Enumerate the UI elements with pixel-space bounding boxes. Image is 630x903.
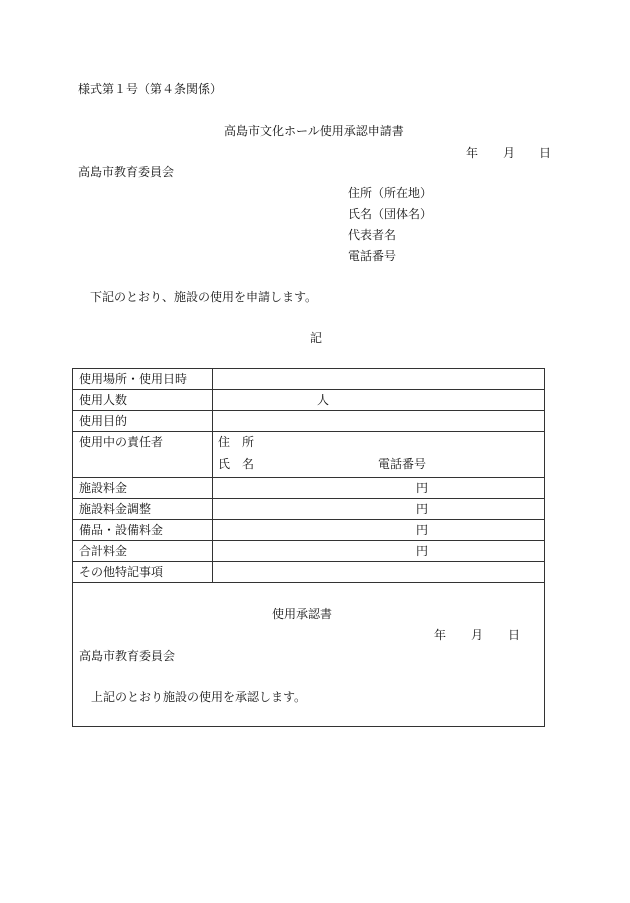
date-day: 日 xyxy=(539,146,552,160)
page-title: 高島市文化ホール使用承認申請書 xyxy=(224,124,404,138)
table-row xyxy=(73,390,545,411)
usage-place-label: 使用場所・使用日時 xyxy=(73,369,213,390)
attendees-field[interactable] xyxy=(213,390,545,411)
table-row xyxy=(73,478,545,499)
total-fee-field[interactable] xyxy=(213,541,545,562)
table-row xyxy=(73,499,545,520)
applicant-representative-label: 代表者名 xyxy=(348,228,397,242)
addressee: 高島市教育委員会 xyxy=(78,165,175,179)
date-year: 年 xyxy=(466,146,479,160)
usage-place-field[interactable] xyxy=(213,369,545,390)
table-row xyxy=(73,432,545,478)
fee-adjustment-field[interactable] xyxy=(213,499,545,520)
responsible-field[interactable] xyxy=(213,432,545,478)
attendees-label: 使用人数 xyxy=(73,390,213,411)
resp-name-label: 氏 名 xyxy=(218,457,255,471)
equipment-fee-label: 備品・設備料金 xyxy=(73,520,213,541)
applicant-address-label: 住所（所在地） xyxy=(348,186,433,200)
approval-day: 日 xyxy=(508,628,521,642)
applicant-phone-label: 電話番号 xyxy=(348,249,397,263)
yen-unit: 円 xyxy=(416,481,429,495)
approval-statement: 上記のとおり施設の使用を承認します。 xyxy=(91,690,307,704)
table-row xyxy=(73,411,545,432)
date-month: 月 xyxy=(503,146,516,160)
total-fee-label: 合計料金 xyxy=(73,541,213,562)
attendees-unit: 人 xyxy=(317,393,330,407)
purpose-label: 使用目的 xyxy=(73,411,213,432)
table-row xyxy=(73,541,545,562)
approval-title: 使用承認書 xyxy=(272,607,333,621)
equipment-fee-field[interactable] xyxy=(213,520,545,541)
form-number: 様式第１号（第４条関係） xyxy=(78,82,223,96)
approval-month: 月 xyxy=(471,628,484,642)
table-row xyxy=(73,369,545,390)
yen-unit: 円 xyxy=(416,544,429,558)
facility-fee-label: 施設料金 xyxy=(73,478,213,499)
other-field[interactable] xyxy=(213,562,545,583)
resp-address-label: 住 所 xyxy=(218,435,255,449)
responsible-label: 使用中の責任者 xyxy=(73,432,213,478)
applicant-name-label: 氏名（団体名） xyxy=(348,207,433,221)
table-row xyxy=(73,520,545,541)
approval-year: 年 xyxy=(434,628,447,642)
table-row xyxy=(73,562,545,583)
purpose-field[interactable] xyxy=(213,411,545,432)
approval-org: 高島市教育委員会 xyxy=(79,649,176,663)
approval-section xyxy=(72,581,545,727)
other-label: その他特記事項 xyxy=(73,562,213,583)
intro-text: 下記のとおり、施設の使用を申請します。 xyxy=(90,290,318,304)
fee-adjustment-label: 施設料金調整 xyxy=(73,499,213,520)
ki-heading: 記 xyxy=(310,331,323,345)
application-table xyxy=(72,368,545,583)
yen-unit: 円 xyxy=(416,502,429,516)
resp-phone-label: 電話番号 xyxy=(378,457,427,471)
yen-unit: 円 xyxy=(416,523,429,537)
facility-fee-field[interactable] xyxy=(213,478,545,499)
